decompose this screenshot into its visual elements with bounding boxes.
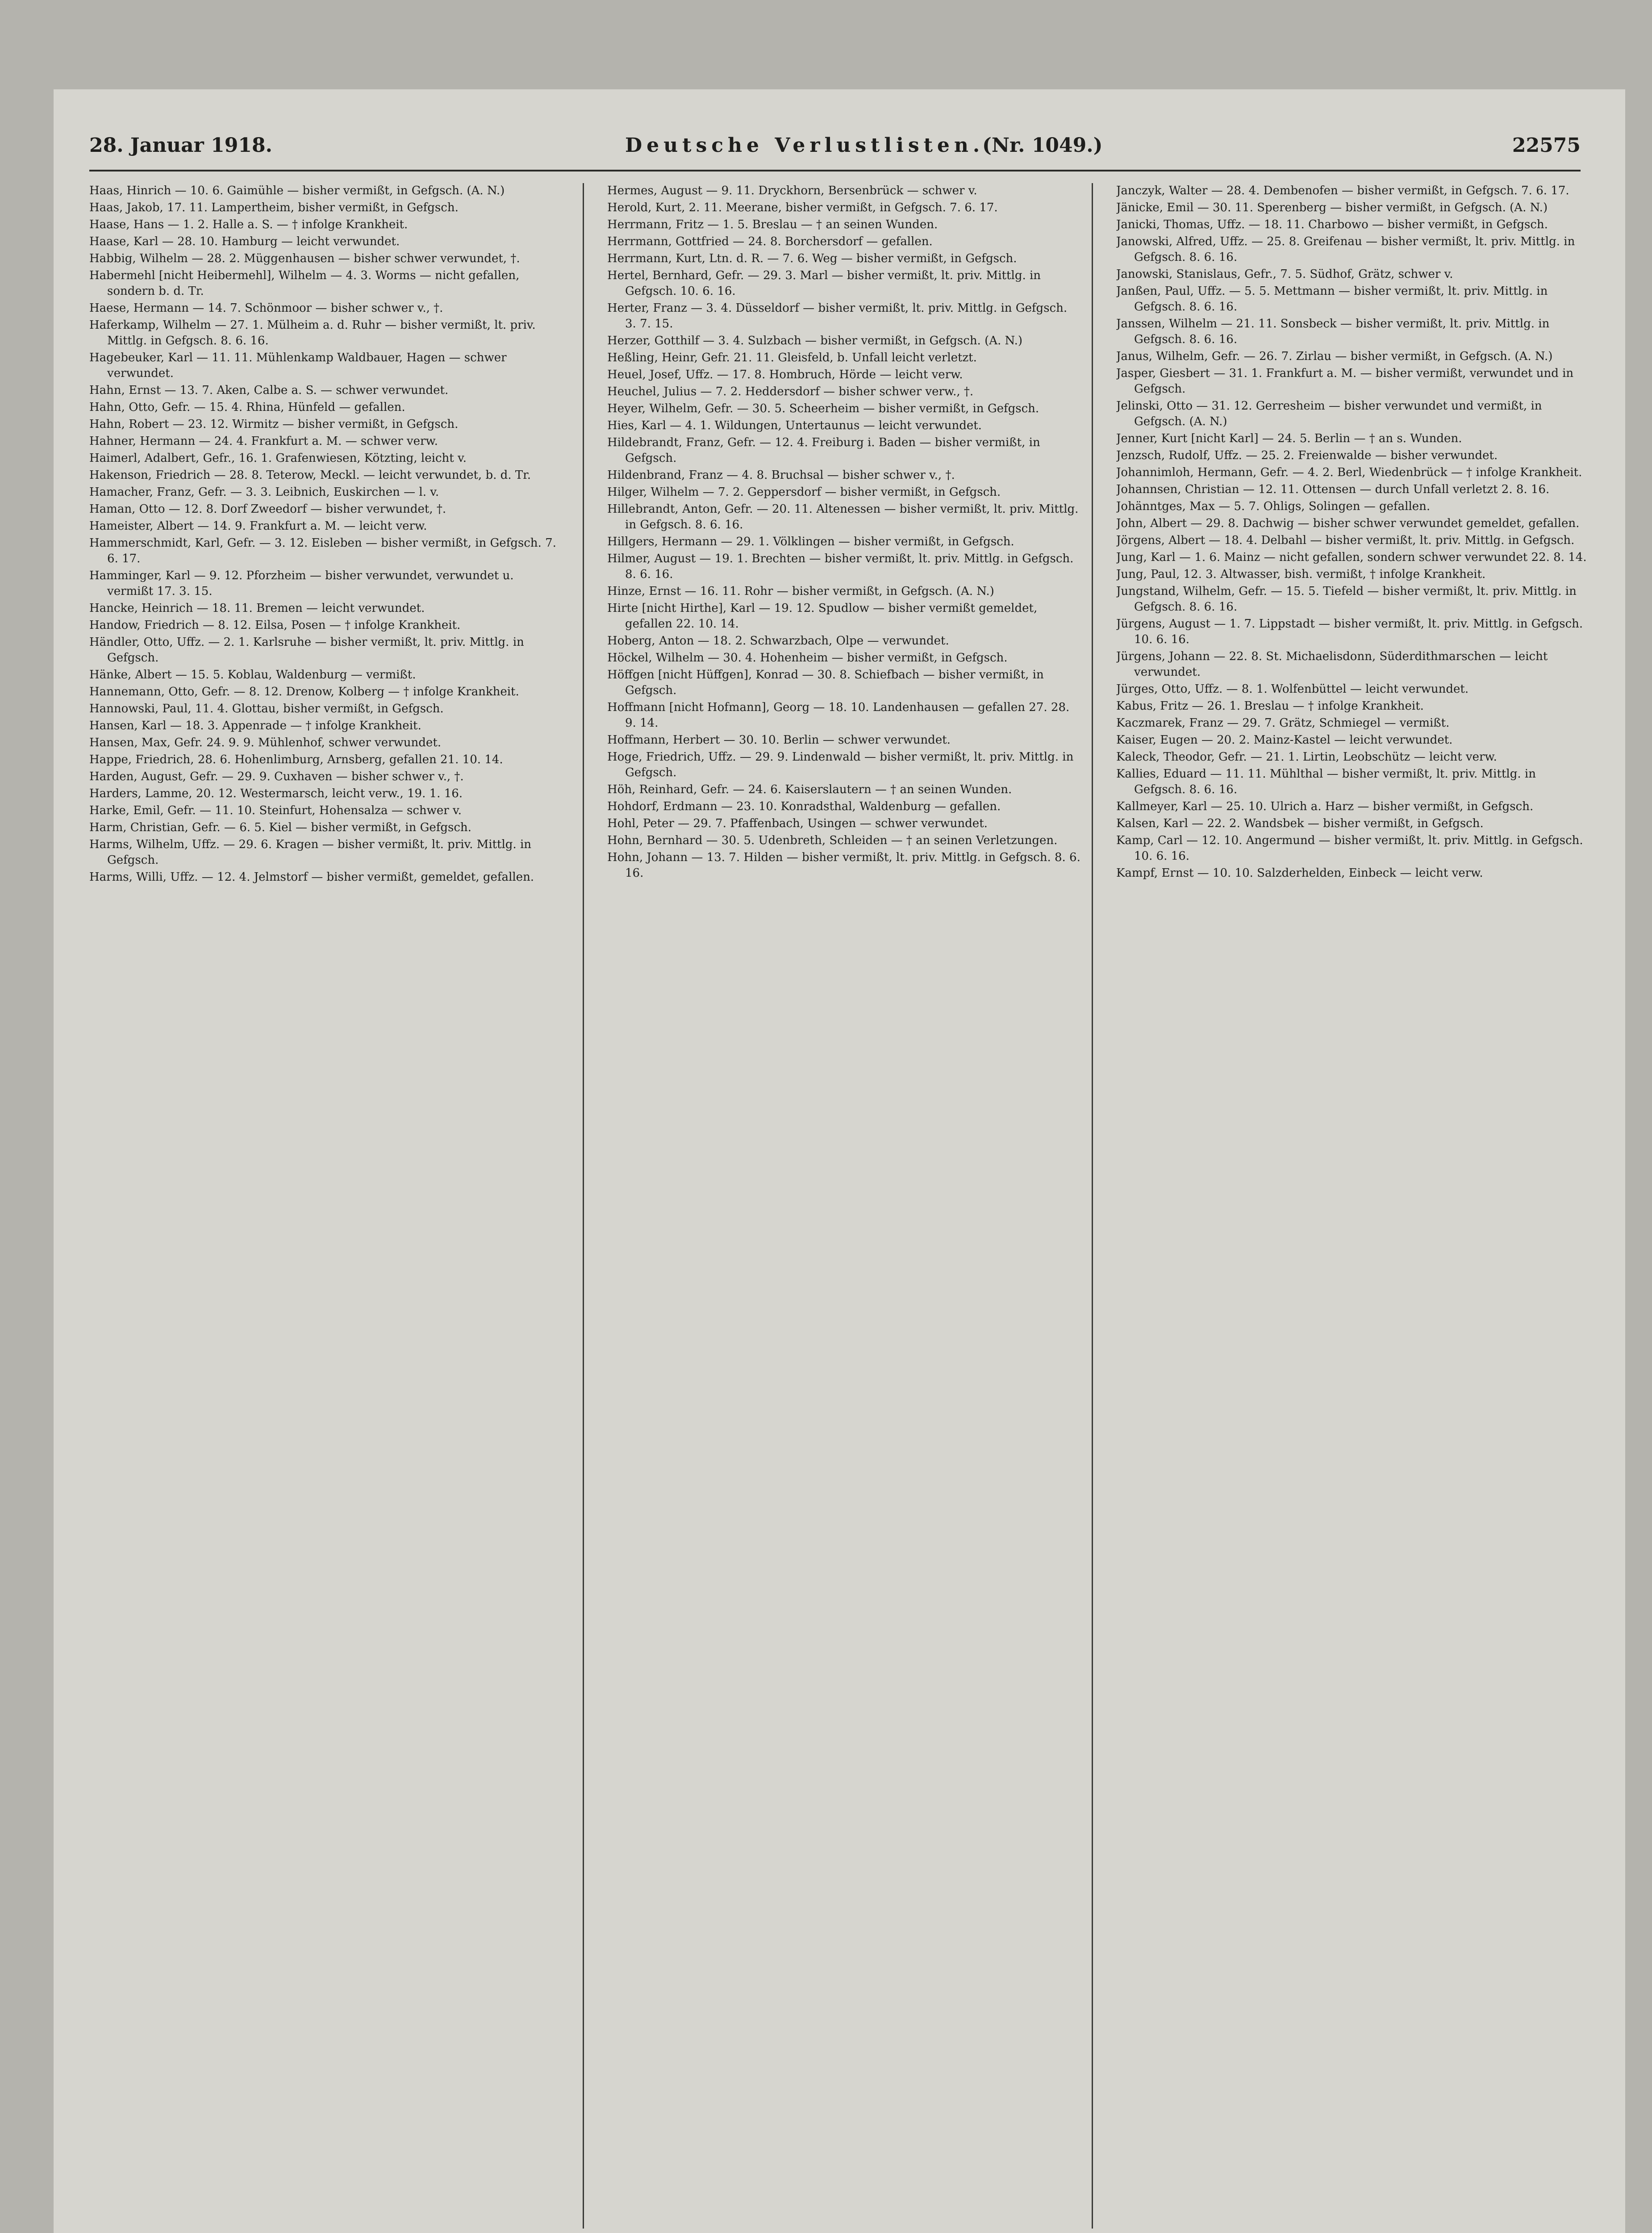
casualty-entry: Hillgers, Hermann — 29. 1. Völklingen — bisher vermißt, in Gefgsch. (607, 535, 1014, 548)
casualty-entry: Kampf, Ernst — 10. 10. Salzderhelden, Einbeck — leicht verw. (1116, 866, 1483, 880)
casualty-entry: Jürgens, August — 1. 7. Lippstadt — bisher vermißt, lt. priv. Mittlg. in Gefgsch. 10. 6. 16. (1116, 617, 1583, 646)
casualty-entry: Harms, Willi, Uffz. — 12. 4. Jelmstorf — bisher vermißt, gemeldet, gefallen. (89, 870, 534, 884)
casualty-entry: Hilmer, August — 19. 1. Brechten — bisher vermißt, lt. priv. Mittlg. in Gefgsch. 8. 6. 16. (607, 552, 1074, 581)
page-header (89, 134, 1581, 165)
casualty-entry: Jörgens, Albert — 18. 4. Delbahl — bisher vermißt, lt. priv. Mittlg. in Gefgsch. (1116, 534, 1575, 547)
casualty-entry: Hildebrandt, Franz, Gefr. — 12. 4. Freiburg i. Baden — bisher vermißt, in Gefgsch. (607, 436, 1040, 465)
casualty-entry: Hohn, Bernhard — 30. 5. Udenbreth, Schleiden — † an seinen Verletzungen. (607, 834, 1058, 847)
casualty-entry: Kamp, Carl — 12. 10. Angermund — bisher vermißt, lt. priv. Mittlg. in Gefgsch. 10. 6. 16. (1116, 834, 1583, 863)
casualty-entry: Janssen, Wilhelm — 21. 11. Sonsbeck — bisher vermißt, lt. priv. Mittlg. in Gefgsch. 8. 6. 16. (1116, 317, 1550, 346)
casualty-entry: Haese, Hermann — 14. 7. Schönmoor — bisher schwer v., †. (89, 301, 443, 315)
casualty-entry: Jürges, Otto, Uffz. — 8. 1. Wolfenbüttel — leicht verwundet. (1116, 682, 1469, 696)
casualty-entry: Hahn, Otto, Gefr. — 15. 4. Rhina, Hünfeld — gefallen. (89, 401, 405, 414)
casualty-entry: Herzer, Gotthilf — 3. 4. Sulzbach — bisher vermißt, in Gefgsch. (A. N.) (607, 334, 1023, 347)
casualty-entry: Hoberg, Anton — 18. 2. Schwarzbach, Olpe — verwundet. (607, 634, 949, 648)
casualty-entry: Janus, Wilhelm, Gefr. — 26. 7. Zirlau — bisher vermißt, in Gefgsch. (A. N.) (1116, 350, 1553, 363)
casualty-entry: Heuel, Josef, Uffz. — 17. 8. Hombruch, Hörde — leicht verw. (607, 368, 963, 381)
casualty-entry: Haase, Karl — 28. 10. Hamburg — leicht verwundet. (89, 235, 400, 248)
casualty-entry: Hies, Karl — 4. 1. Wildungen, Untertaunus — leicht verwundet. (607, 419, 982, 432)
casualty-entry: Heyer, Wilhelm, Gefr. — 30. 5. Scheerheim — bisher vermißt, in Gefgsch. (607, 402, 1039, 415)
casualty-entry: Haman, Otto — 12. 8. Dorf Zweedorf — bisher verwundet, †. (89, 502, 446, 516)
casualty-entry: Heuchel, Julius — 7. 2. Heddersdorf — bisher schwer verw., †. (607, 385, 974, 398)
casualty-entry: Hansen, Karl — 18. 3. Appenrade — † infolge Krankheit. (89, 719, 421, 732)
casualty-entry: Kabus, Fritz — 26. 1. Breslau — † infolge Krankheit. (1116, 699, 1424, 713)
casualty-entry: Jungstand, Wilhelm, Gefr. — 15. 5. Tiefeld — bisher vermißt, lt. priv. Mittlg. in Gefgsch. 8. 6. 16. (1116, 585, 1577, 614)
casualty-entry: Hahn, Ernst — 13. 7. Aken, Calbe a. S. — schwer verwundet. (89, 384, 449, 397)
casualty-entry: Herrmann, Gottfried — 24. 8. Borchersdorf — gefallen. (607, 235, 933, 248)
casualty-entry: Kallies, Eduard — 11. 11. Mühlthal — bisher vermißt, lt. priv. Mittlg. in Gefgsch. 8. 6. 16. (1116, 767, 1536, 796)
casualty-entry: Janßen, Paul, Uffz. — 5. 5. Mettmann — bisher vermißt, lt. priv. Mittlg. in Gefgsch. 8. 6. 16. (1116, 284, 1548, 314)
casualty-entry: Hoffmann, Herbert — 30. 10. Berlin — schwer verwundet. (607, 733, 951, 747)
casualty-entry: Hamminger, Karl — 9. 12. Pforzheim — bisher verwundet, verwundet u. vermißt 17. 3. 15. (89, 569, 514, 598)
casualty-entry: Harders, Lamme, 20. 12. Westermarsch, leicht verw., 19. 1. 16. (89, 787, 463, 800)
casualty-entry: Hirte [nicht Hirthe], Karl — 19. 12. Spudlow — bisher vermißt gemeldet, gefallen 22. 10. 14. (607, 602, 1038, 631)
casualty-entry: Herold, Kurt, 2. 11. Meerane, bisher vermißt, in Gefgsch. 7. 6. 17. (607, 201, 998, 214)
casualty-entry: Hancke, Heinrich — 18. 11. Bremen — leicht verwundet. (89, 602, 425, 615)
casualty-entry: Hertel, Bernhard, Gefr. — 29. 3. Marl — bisher vermißt, lt. priv. Mittlg. in Gefgsch. 10. 6. 16. (607, 269, 1041, 298)
casualty-entry: Haferkamp, Wilhelm — 27. 1. Mülheim a. d. Ruhr — bisher vermißt, lt. priv. Mittlg. in Gefgsch. 8. 6. 16. (89, 318, 536, 347)
casualty-entry: Jürgens, Johann — 22. 8. St. Michaelisdonn, Süderdithmarschen — leicht verwundet. (1116, 650, 1548, 679)
casualty-entry: Johannsen, Christian — 12. 11. Ottensen — durch Unfall verletzt 2. 8. 16. (1116, 483, 1550, 496)
casualty-entry: Höffgen [nicht Hüffgen], Konrad — 30. 8. Schiefbach — bisher vermißt, in Gefgsch. (607, 668, 1044, 697)
casualty-entry: Haas, Hinrich — 10. 6. Gaimühle — bisher vermißt, in Gefgsch. (A. N.) (89, 184, 505, 197)
casualty-entry: Habermehl [nicht Heibermehl], Wilhelm — 4. 3. Worms — nicht gefallen, sondern b. d. Tr. (89, 269, 520, 298)
casualty-entry: Haas, Jakob, 17. 11. Lampertheim, bisher vermißt, in Gefgsch. (89, 201, 459, 214)
casualty-entry: Herrmann, Kurt, Ltn. d. R. — 7. 6. Weg — bisher vermißt, in Gefgsch. (607, 252, 1017, 265)
casualty-entry: Hahn, Robert — 23. 12. Wirmitz — bisher vermißt, in Gefgsch. (89, 418, 459, 431)
casualty-entry: Janowski, Alfred, Uffz. — 25. 8. Greifenau — bisher vermißt, lt. priv. Mittlg. in Gefgsch. 8. 6. 16. (1116, 235, 1575, 264)
casualty-entry: Hameister, Albert — 14. 9. Frankfurt a. M. — leicht verw. (89, 519, 427, 533)
casualty-entry: Johannimloh, Hermann, Gefr. — 4. 2. Berl, Wiedenbrück — † infolge Krankheit. (1116, 466, 1582, 479)
casualty-entry: Harden, August, Gefr. — 29. 9. Cuxhaven — bisher schwer v., †. (89, 770, 464, 783)
casualty-entry: Haimerl, Adalbert, Gefr., 16. 1. Grafenwiesen, Kötzting, leicht v. (89, 452, 467, 465)
casualty-entry: Hammerschmidt, Karl, Gefr. — 3. 12. Eisleben — bisher vermißt, in Gefgsch. 7. 6. 17. (89, 536, 556, 565)
casualty-entry: Höh, Reinhard, Gefr. — 24. 6. Kaiserslautern — † an seinen Wunden. (607, 783, 1012, 796)
casualty-entry: Hoffmann [nicht Hofmann], Georg — 18. 10. Landenhausen — gefallen 27. 28. 9. 14. (607, 701, 1070, 730)
header-title: Deutsche Verlustlisten. (625, 134, 985, 157)
casualty-entry: Hermes, August — 9. 11. Dryckhorn, Bersenbrück — schwer v. (607, 184, 977, 197)
header-page-number: 22575 (1512, 134, 1581, 157)
casualty-entry: Hoge, Friedrich, Uffz. — 29. 9. Lindenwald — bisher vermißt, lt. priv. Mittlg. in Gefgsch. (607, 750, 1074, 779)
casualty-entry: Handow, Friedrich — 8. 12. Eilsa, Posen — † infolge Krankheit. (89, 619, 461, 632)
casualty-entry: Haase, Hans — 1. 2. Halle a. S. — † infolge Krankheit. (89, 218, 408, 231)
casualty-entry: Hagebeuker, Karl — 11. 11. Mühlenkamp Waldbauer, Hagen — schwer verwundet. (89, 351, 507, 380)
casualty-entry: Habbig, Wilhelm — 28. 2. Müggenhausen — bisher schwer verwundet, †. (89, 252, 520, 265)
casualty-entry: Hohdorf, Erdmann — 23. 10. Konradsthal, Waldenburg — gefallen. (607, 800, 1001, 813)
casualty-entry: Hakenson, Friedrich — 28. 8. Teterow, Meckl. — leicht verwundet, b. d. Tr. (89, 468, 531, 482)
casualty-entry: Kalsen, Karl — 22. 2. Wandsbek — bisher vermißt, in Gefgsch. (1116, 817, 1484, 830)
casualty-entry: Kallmeyer, Karl — 25. 10. Ulrich a. Harz — bisher vermißt, in Gefgsch. (1116, 800, 1534, 813)
column-divider (583, 183, 584, 2229)
casualty-entry: Harms, Wilhelm, Uffz. — 29. 6. Kragen — bisher vermißt, lt. priv. Mittlg. in Gefgsch. (89, 838, 532, 867)
casualty-entry: Hahner, Hermann — 24. 4. Frankfurt a. M. — schwer verw. (89, 435, 438, 448)
casualty-entry: Händler, Otto, Uffz. — 2. 1. Karlsruhe — bisher vermißt, lt. priv. Mittlg. in Gefgsch. (89, 636, 524, 665)
casualty-entry: Hamacher, Franz, Gefr. — 3. 3. Leibnich, Euskirchen — l. v. (89, 485, 439, 499)
casualty-entry: Kaiser, Eugen — 20. 2. Mainz-Kastel — leicht verwundet. (1116, 733, 1453, 747)
casualty-entry: John, Albert — 29. 8. Dachwig — bisher schwer verwundet gemeldet, gefallen. (1116, 517, 1580, 530)
column-3 (1116, 183, 1589, 2229)
casualty-entry: Hannowski, Paul, 11. 4. Glottau, bisher vermißt, in Gefgsch. (89, 702, 444, 715)
casualty-entry: Janczyk, Walter — 28. 4. Dembenofen — bisher vermißt, in Gefgsch. 7. 6. 17. (1116, 184, 1569, 197)
casualty-entry: Heßling, Heinr, Gefr. 21. 11. Gleisfeld, b. Unfall leicht verletzt. (607, 351, 977, 364)
casualty-entry: Hannemann, Otto, Gefr. — 8. 12. Drenow, Kolberg — † infolge Krankheit. (89, 685, 519, 698)
newspaper-page (54, 89, 1625, 2233)
casualty-entry: Herrmann, Fritz — 1. 5. Breslau — † an seinen Wunden. (607, 218, 938, 231)
header-issue-number: (Nr. 1049.) (982, 134, 1103, 157)
casualty-entry: Hinze, Ernst — 16. 11. Rohr — bisher vermißt, in Gefgsch. (A. N.) (607, 585, 994, 598)
casualty-entry: Hansen, Max, Gefr. 24. 9. 9. Mühlenhof, schwer verwundet. (89, 736, 442, 749)
casualty-entry: Höckel, Wilhelm — 30. 4. Hohenheim — bisher vermißt, in Gefgsch. (607, 651, 1008, 665)
casualty-entry: Hillebrandt, Anton, Gefr. — 20. 11. Altenessen — bisher vermißt, lt. priv. Mittlg. in Gefgsch. 8. 6. 16. (607, 502, 1079, 531)
casualty-entry: Hohn, Johann — 13. 7. Hilden — bisher vermißt, lt. priv. Mittlg. in Gefgsch. 8. 6. 16. (607, 851, 1080, 880)
casualty-entry: Hildenbrand, Franz — 4. 8. Bruchsal — bisher schwer v., †. (607, 468, 955, 482)
casualty-entry: Johänntges, Max — 5. 7. Ohligs, Solingen — gefallen. (1116, 500, 1431, 513)
casualty-entry: Harke, Emil, Gefr. — 11. 10. Steinfurt, Hohensalza — schwer v. (89, 804, 462, 817)
casualty-entry: Hilger, Wilhelm — 7. 2. Geppersdorf — bisher vermißt, in Gefgsch. (607, 485, 1001, 499)
casualty-entry: Hänke, Albert — 15. 5. Koblau, Waldenburg — vermißt. (89, 668, 416, 682)
casualty-entry: Janicki, Thomas, Uffz. — 18. 11. Charbowo — bisher vermißt, in Gefgsch. (1116, 218, 1548, 231)
casualty-entry: Jung, Karl — 1. 6. Mainz — nicht gefallen, sondern schwer verwundet 22. 8. 14. (1116, 551, 1587, 564)
casualty-entry: Jenzsch, Rudolf, Uffz. — 25. 2. Freienwalde — bisher verwundet. (1116, 449, 1498, 462)
casualty-entry: Herter, Franz — 3. 4. Düsseldorf — bisher vermißt, lt. priv. Mittlg. in Gefgsch. 3. 7. 15. (607, 301, 1068, 330)
casualty-entry: Harm, Christian, Gefr. — 6. 5. Kiel — bisher vermißt, in Gefgsch. (89, 821, 471, 834)
casualty-entry: Jänicke, Emil — 30. 11. Sperenberg — bisher vermißt, in Gefgsch. (A. N.) (1116, 201, 1548, 214)
casualty-entry: Happe, Friedrich, 28. 6. Hohenlimburg, Arnsberg, gefallen 21. 10. 14. (89, 753, 503, 766)
header-date: 28. Januar 1918. (89, 134, 272, 157)
casualty-entry: Jung, Paul, 12. 3. Altwasser, bish. vermißt, † infolge Krankheit. (1116, 568, 1486, 581)
casualty-entry: Kaczmarek, Franz — 29. 7. Grätz, Schmiegel — vermißt. (1116, 716, 1450, 730)
header-rule (89, 170, 1581, 171)
casualty-entry: Kaleck, Theodor, Gefr. — 21. 1. Lirtin, Leobschütz — leicht verw. (1116, 750, 1497, 764)
casualty-entry: Janowski, Stanislaus, Gefr., 7. 5. Südhof, Grätz, schwer v. (1116, 268, 1453, 281)
casualty-entry: Hohl, Peter — 29. 7. Pfaffenbach, Usingen — schwer verwundet. (607, 817, 988, 830)
casualty-entry: Jenner, Kurt [nicht Karl] — 24. 5. Berlin — † an s. Wunden. (1116, 432, 1462, 445)
casualty-entry: Jelinski, Otto — 31. 12. Gerresheim — bisher verwundet und vermißt, in Gefgsch. (A. N.) (1116, 399, 1542, 428)
column-divider (1092, 183, 1093, 2229)
casualty-entry: Jasper, Giesbert — 31. 1. Frankfurt a. M. — bisher vermißt, verwundet und in Gefgsch. (1116, 367, 1574, 396)
column-2 (607, 183, 1080, 2229)
column-1 (89, 183, 563, 2229)
